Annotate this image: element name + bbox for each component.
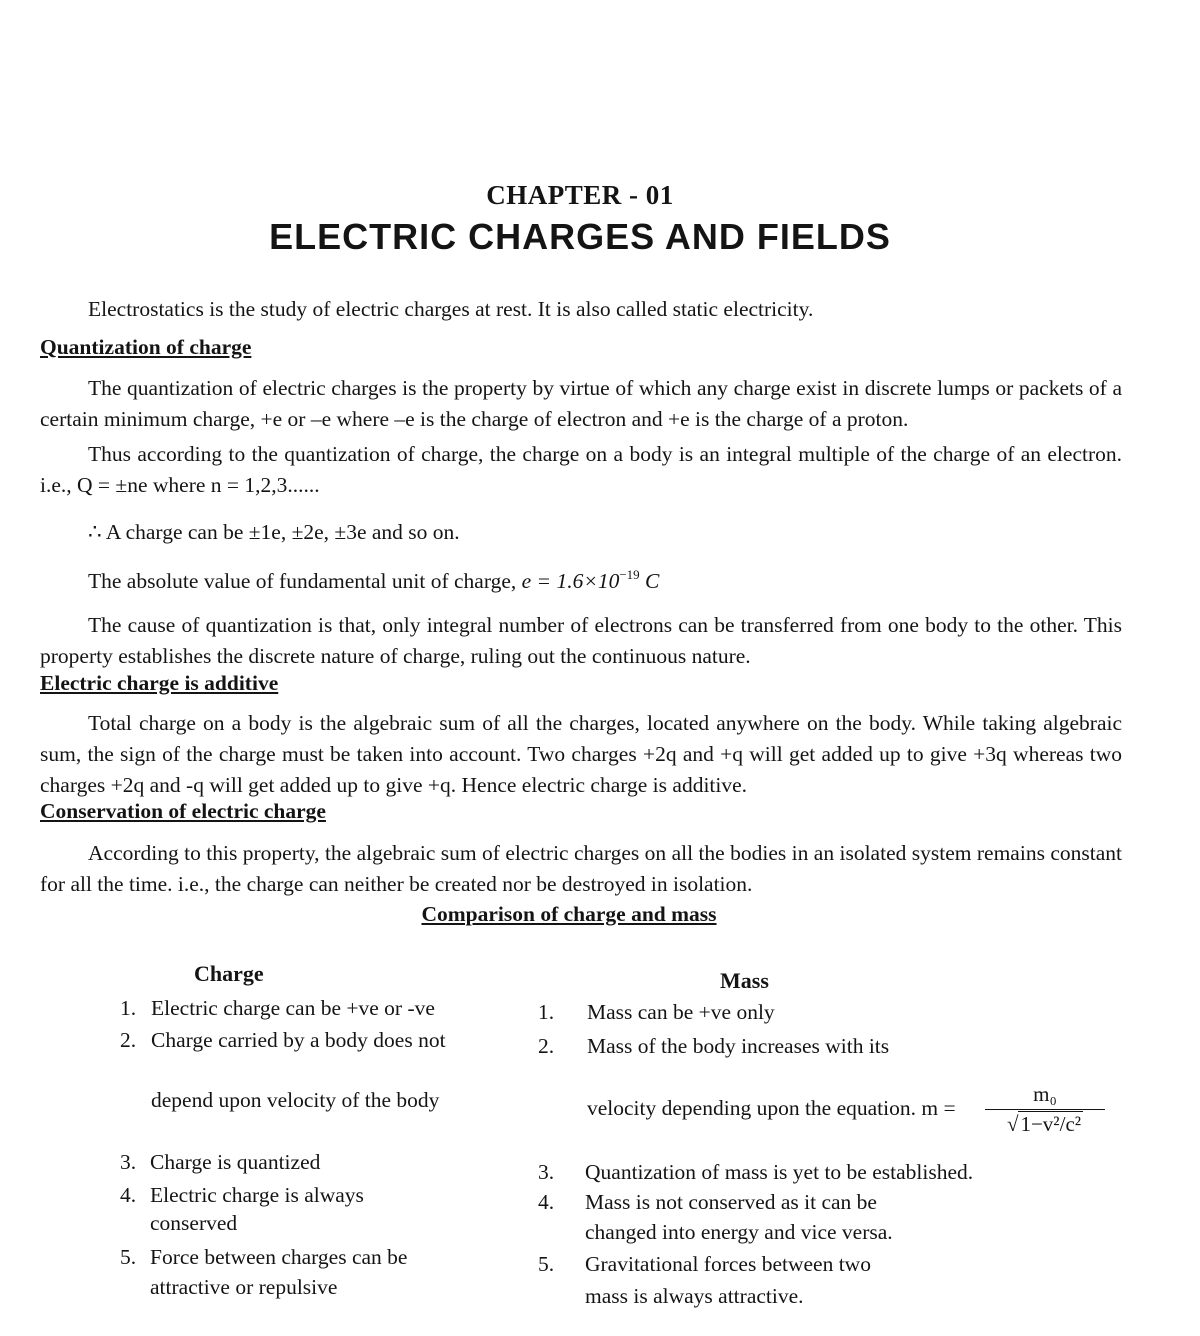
quantization-paragraph-3: ∴ A charge can be ±1e, ±2e, ±3e and so on. xyxy=(88,520,460,544)
quantization-heading: Quantization of charge xyxy=(40,335,252,359)
charge-item-text-continued: attractive or repulsive xyxy=(150,1275,338,1299)
mass-item-number: 4. xyxy=(538,1190,555,1214)
mass-item-text-continued: changed into energy and vice versa. xyxy=(585,1220,893,1244)
charge-item-text: Electric charge is always xyxy=(150,1183,364,1207)
mass-item-text-continued: velocity depending upon the equation. m = xyxy=(587,1096,956,1120)
fraction-denominator: 1−v²/c² xyxy=(1020,1112,1082,1136)
mass-item-text: Mass is not conserved as it can be xyxy=(585,1190,877,1214)
additive-paragraph: Total charge on a body is the algebraic sum of all the charges, located anywhere on the body. While taking algebraic sum, the sign of the charge must be taken into account. Two charges +2q and +q will get added up to give +3q whereas two charges +2q and -q will get added up to give +q. Hence electric charge is additive. xyxy=(40,711,1122,797)
charge-item-number: 5. xyxy=(120,1245,137,1269)
mass-item-number: 3. xyxy=(538,1160,555,1184)
mass-item-number: 1. xyxy=(538,1000,555,1024)
square-root-symbol: √ xyxy=(1006,1112,1019,1136)
chapter-label: CHAPTER - 01 xyxy=(486,180,674,210)
mass-item-number: 2. xyxy=(538,1034,555,1058)
charge-item-number: 1. xyxy=(120,996,137,1020)
quantization-paragraph-4 xyxy=(40,566,1122,597)
quantization-paragraph-5: The cause of quantization is that, only integral number of electrons can be transferred from one body to the other. This property establishes the discrete nature of charge, ruling out the continuous nature. xyxy=(40,613,1122,668)
charge-item-text: Charge carried by a body does not xyxy=(151,1028,446,1052)
charge-item-text-continued: conserved xyxy=(150,1211,238,1235)
mass-item-text: Mass of the body increases with its xyxy=(587,1034,890,1058)
mass-item-text: Mass can be +ve only xyxy=(587,1000,775,1024)
conservation-heading: Conservation of electric charge xyxy=(40,799,326,823)
fundamental-charge-equation: e = 1.6×10 xyxy=(521,569,620,593)
conservation-paragraph: According to this property, the algebraic sum of electric charges on all the bodies in an isolated system remains constant for all the time. i.e., the charge can neither be created nor be destroyed in isolation. xyxy=(40,841,1122,896)
charge-column-heading: Charge xyxy=(194,961,264,986)
charge-item-text: Electric charge can be +ve or -ve xyxy=(151,996,435,1020)
fundamental-charge-unit: C xyxy=(645,569,660,593)
charge-item-number: 3. xyxy=(120,1150,137,1174)
intro-paragraph: Electrostatics is the study of electric charges at rest. It is also called static electricity. xyxy=(88,297,814,321)
mass-item-number: 5. xyxy=(538,1252,555,1276)
charge-item-text: Charge is quantized xyxy=(150,1150,321,1174)
charge-item-number: 4. xyxy=(120,1183,137,1207)
quantization-paragraph-1: The quantization of electric charges is the property by virtue of which any charge exist in discrete lumps or packets of a certain minimum charge, +e or –e where –e is the charge of electron and +e is the charge of a proton. xyxy=(40,376,1122,431)
additive-heading: Electric charge is additive xyxy=(40,671,279,695)
fundamental-charge-text: The absolute value of fundamental unit of charge, xyxy=(88,569,517,593)
mass-item-text-continued: mass is always attractive. xyxy=(585,1284,804,1308)
mass-item-text: Gravitational forces between two xyxy=(585,1252,871,1276)
comparison-heading: Comparison of charge and mass xyxy=(421,902,717,926)
chapter-title: ELECTRIC CHARGES AND FIELDS xyxy=(269,216,891,257)
mass-column-heading: Mass xyxy=(720,968,769,993)
charge-item-number: 2. xyxy=(120,1028,137,1052)
charge-item-text: Force between charges can be xyxy=(150,1245,408,1269)
charge-item-text-continued: depend upon velocity of the body xyxy=(151,1088,440,1112)
mass-item-text: Quantization of mass is yet to be established. xyxy=(585,1160,974,1184)
fraction-numerator: m₀ xyxy=(985,1082,1105,1110)
relativistic-mass-fraction xyxy=(985,1082,1105,1137)
fundamental-charge-exponent: −19 xyxy=(619,567,640,582)
quantization-paragraph-2: Thus according to the quantization of charge, the charge on a body is an integral multiple of the charge of an electron. i.e., Q = ±ne where n = 1,2,3...... xyxy=(40,442,1122,497)
